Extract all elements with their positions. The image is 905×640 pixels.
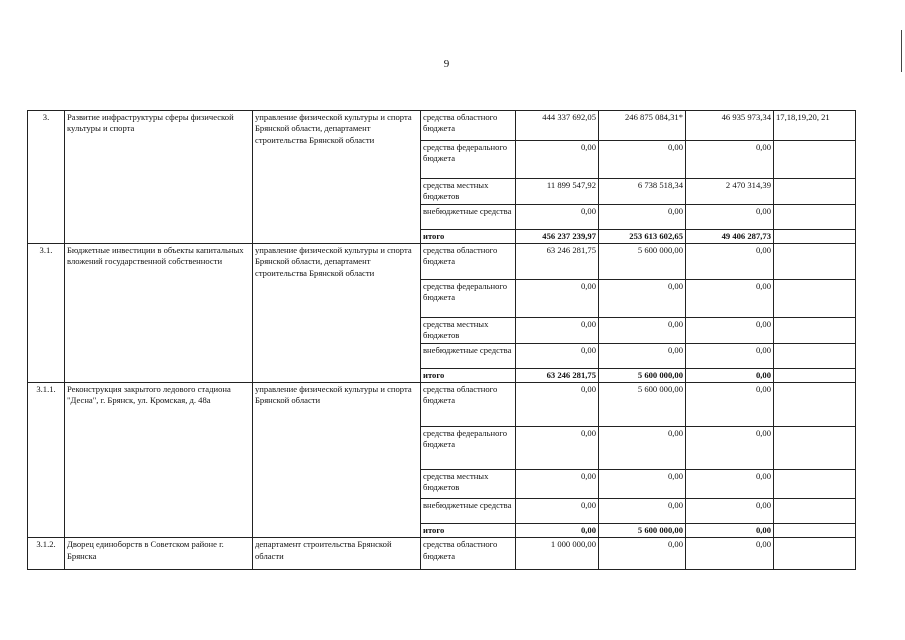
- funding-source: внебюджетные средства: [421, 343, 516, 368]
- item-name: Бюджетные инвестиции в объекты капитальных вложений государственной собственности: [65, 244, 253, 383]
- item-number: 3.: [28, 111, 65, 244]
- amount-cell: 0,00: [686, 141, 774, 179]
- source-row: [28, 538, 856, 570]
- indicator-refs: [774, 538, 856, 570]
- source-row: [28, 383, 856, 427]
- amount-cell: 11 899 547,92: [516, 179, 599, 205]
- funding-source: средства местных бюджетов: [421, 318, 516, 344]
- amount-cell: 0,00: [686, 427, 774, 470]
- amount-cell: 456 237 239,97: [516, 229, 599, 243]
- amount-cell: 0,00: [516, 524, 599, 538]
- item-name: Реконструкция закрытого ледового стадиона "Десна", г. Брянск, ул. Кромская, д. 48а: [65, 383, 253, 538]
- item-number: 3.1.2.: [28, 538, 65, 570]
- indicator-refs: [774, 383, 856, 427]
- amount-cell: 0,00: [686, 538, 774, 570]
- amount-cell: 0,00: [599, 427, 686, 470]
- budget-table-body: [28, 111, 856, 570]
- amount-cell: 0,00: [599, 318, 686, 344]
- amount-cell: 0,00: [686, 524, 774, 538]
- funding-source: внебюджетные средства: [421, 204, 516, 229]
- item-executor: департамент строительства Брянской области: [253, 538, 421, 570]
- amount-cell: 0,00: [516, 318, 599, 344]
- amount-cell: 0,00: [599, 343, 686, 368]
- funding-source: средства федерального бюджета: [421, 427, 516, 470]
- amount-cell: 0,00: [686, 470, 774, 499]
- amount-cell: 0,00: [686, 280, 774, 318]
- indicator-refs: [774, 204, 856, 229]
- funding-source: средства местных бюджетов: [421, 179, 516, 205]
- amount-cell: 0,00: [516, 383, 599, 427]
- item-name: Дворец единоборств в Советском районе г. Брянска: [65, 538, 253, 570]
- amount-cell: 0,00: [686, 244, 774, 280]
- amount-cell: 0,00: [599, 280, 686, 318]
- amount-cell: 2 470 314,39: [686, 179, 774, 205]
- amount-cell: 5 600 000,00: [599, 244, 686, 280]
- scan-edge-mark: [901, 30, 902, 72]
- amount-cell: 0,00: [599, 141, 686, 179]
- indicator-refs: [774, 179, 856, 205]
- amount-cell: 0,00: [599, 538, 686, 570]
- indicator-refs: [774, 343, 856, 368]
- indicator-refs: 17,18,19,20, 21: [774, 111, 856, 141]
- amount-cell: 49 406 287,73: [686, 229, 774, 243]
- item-executor: управление физической культуры и спорта Брянской области: [253, 383, 421, 538]
- amount-cell: 0,00: [686, 499, 774, 524]
- amount-cell: 444 337 692,05: [516, 111, 599, 141]
- indicator-refs: [774, 499, 856, 524]
- funding-source: внебюджетные средства: [421, 499, 516, 524]
- amount-cell: 46 935 973,34: [686, 111, 774, 141]
- indicator-refs: [774, 368, 856, 382]
- amount-cell: 5 600 000,00: [599, 383, 686, 427]
- amount-cell: 246 875 084,31*: [599, 111, 686, 141]
- amount-cell: 0,00: [516, 141, 599, 179]
- item-name: Развитие инфраструктуры сферы физической культуры и спорта: [65, 111, 253, 244]
- amount-cell: 1 000 000,00: [516, 538, 599, 570]
- amount-cell: 0,00: [686, 343, 774, 368]
- funding-source: итого: [421, 524, 516, 538]
- indicator-refs: [774, 244, 856, 280]
- indicator-refs: [774, 427, 856, 470]
- item-number: 3.1.1.: [28, 383, 65, 538]
- indicator-refs: [774, 470, 856, 499]
- funding-source: средства областного бюджета: [421, 111, 516, 141]
- amount-cell: 0,00: [516, 427, 599, 470]
- budget-table: [27, 110, 856, 570]
- funding-source: итого: [421, 368, 516, 382]
- amount-cell: 0,00: [599, 204, 686, 229]
- funding-source: средства местных бюджетов: [421, 470, 516, 499]
- amount-cell: 0,00: [516, 280, 599, 318]
- source-row: [28, 244, 856, 280]
- amount-cell: 63 246 281,75: [516, 368, 599, 382]
- funding-source: средства областного бюджета: [421, 383, 516, 427]
- item-executor: управление физической культуры и спорта Брянской области, департамент строительства Брянской области: [253, 111, 421, 244]
- amount-cell: 63 246 281,75: [516, 244, 599, 280]
- indicator-refs: [774, 318, 856, 344]
- amount-cell: 0,00: [686, 318, 774, 344]
- amount-cell: 253 613 602,65: [599, 229, 686, 243]
- amount-cell: 0,00: [516, 470, 599, 499]
- amount-cell: 0,00: [686, 204, 774, 229]
- item-number: 3.1.: [28, 244, 65, 383]
- indicator-refs: [774, 229, 856, 243]
- source-row: [28, 111, 856, 141]
- amount-cell: 0,00: [686, 368, 774, 382]
- item-executor: управление физической культуры и спорта Брянской области, департамент строительства Брянской области: [253, 244, 421, 383]
- funding-source: средства областного бюджета: [421, 538, 516, 570]
- amount-cell: 5 600 000,00: [599, 524, 686, 538]
- indicator-refs: [774, 524, 856, 538]
- amount-cell: 0,00: [599, 470, 686, 499]
- amount-cell: 0,00: [516, 343, 599, 368]
- page-number: 9: [443, 58, 450, 70]
- amount-cell: 6 738 518,34: [599, 179, 686, 205]
- indicator-refs: [774, 141, 856, 179]
- amount-cell: 0,00: [686, 383, 774, 427]
- amount-cell: 0,00: [516, 204, 599, 229]
- funding-source: средства федерального бюджета: [421, 141, 516, 179]
- funding-source: средства областного бюджета: [421, 244, 516, 280]
- funding-source: средства федерального бюджета: [421, 280, 516, 318]
- amount-cell: 0,00: [516, 499, 599, 524]
- amount-cell: 5 600 000,00: [599, 368, 686, 382]
- funding-source: итого: [421, 229, 516, 243]
- indicator-refs: [774, 280, 856, 318]
- amount-cell: 0,00: [599, 499, 686, 524]
